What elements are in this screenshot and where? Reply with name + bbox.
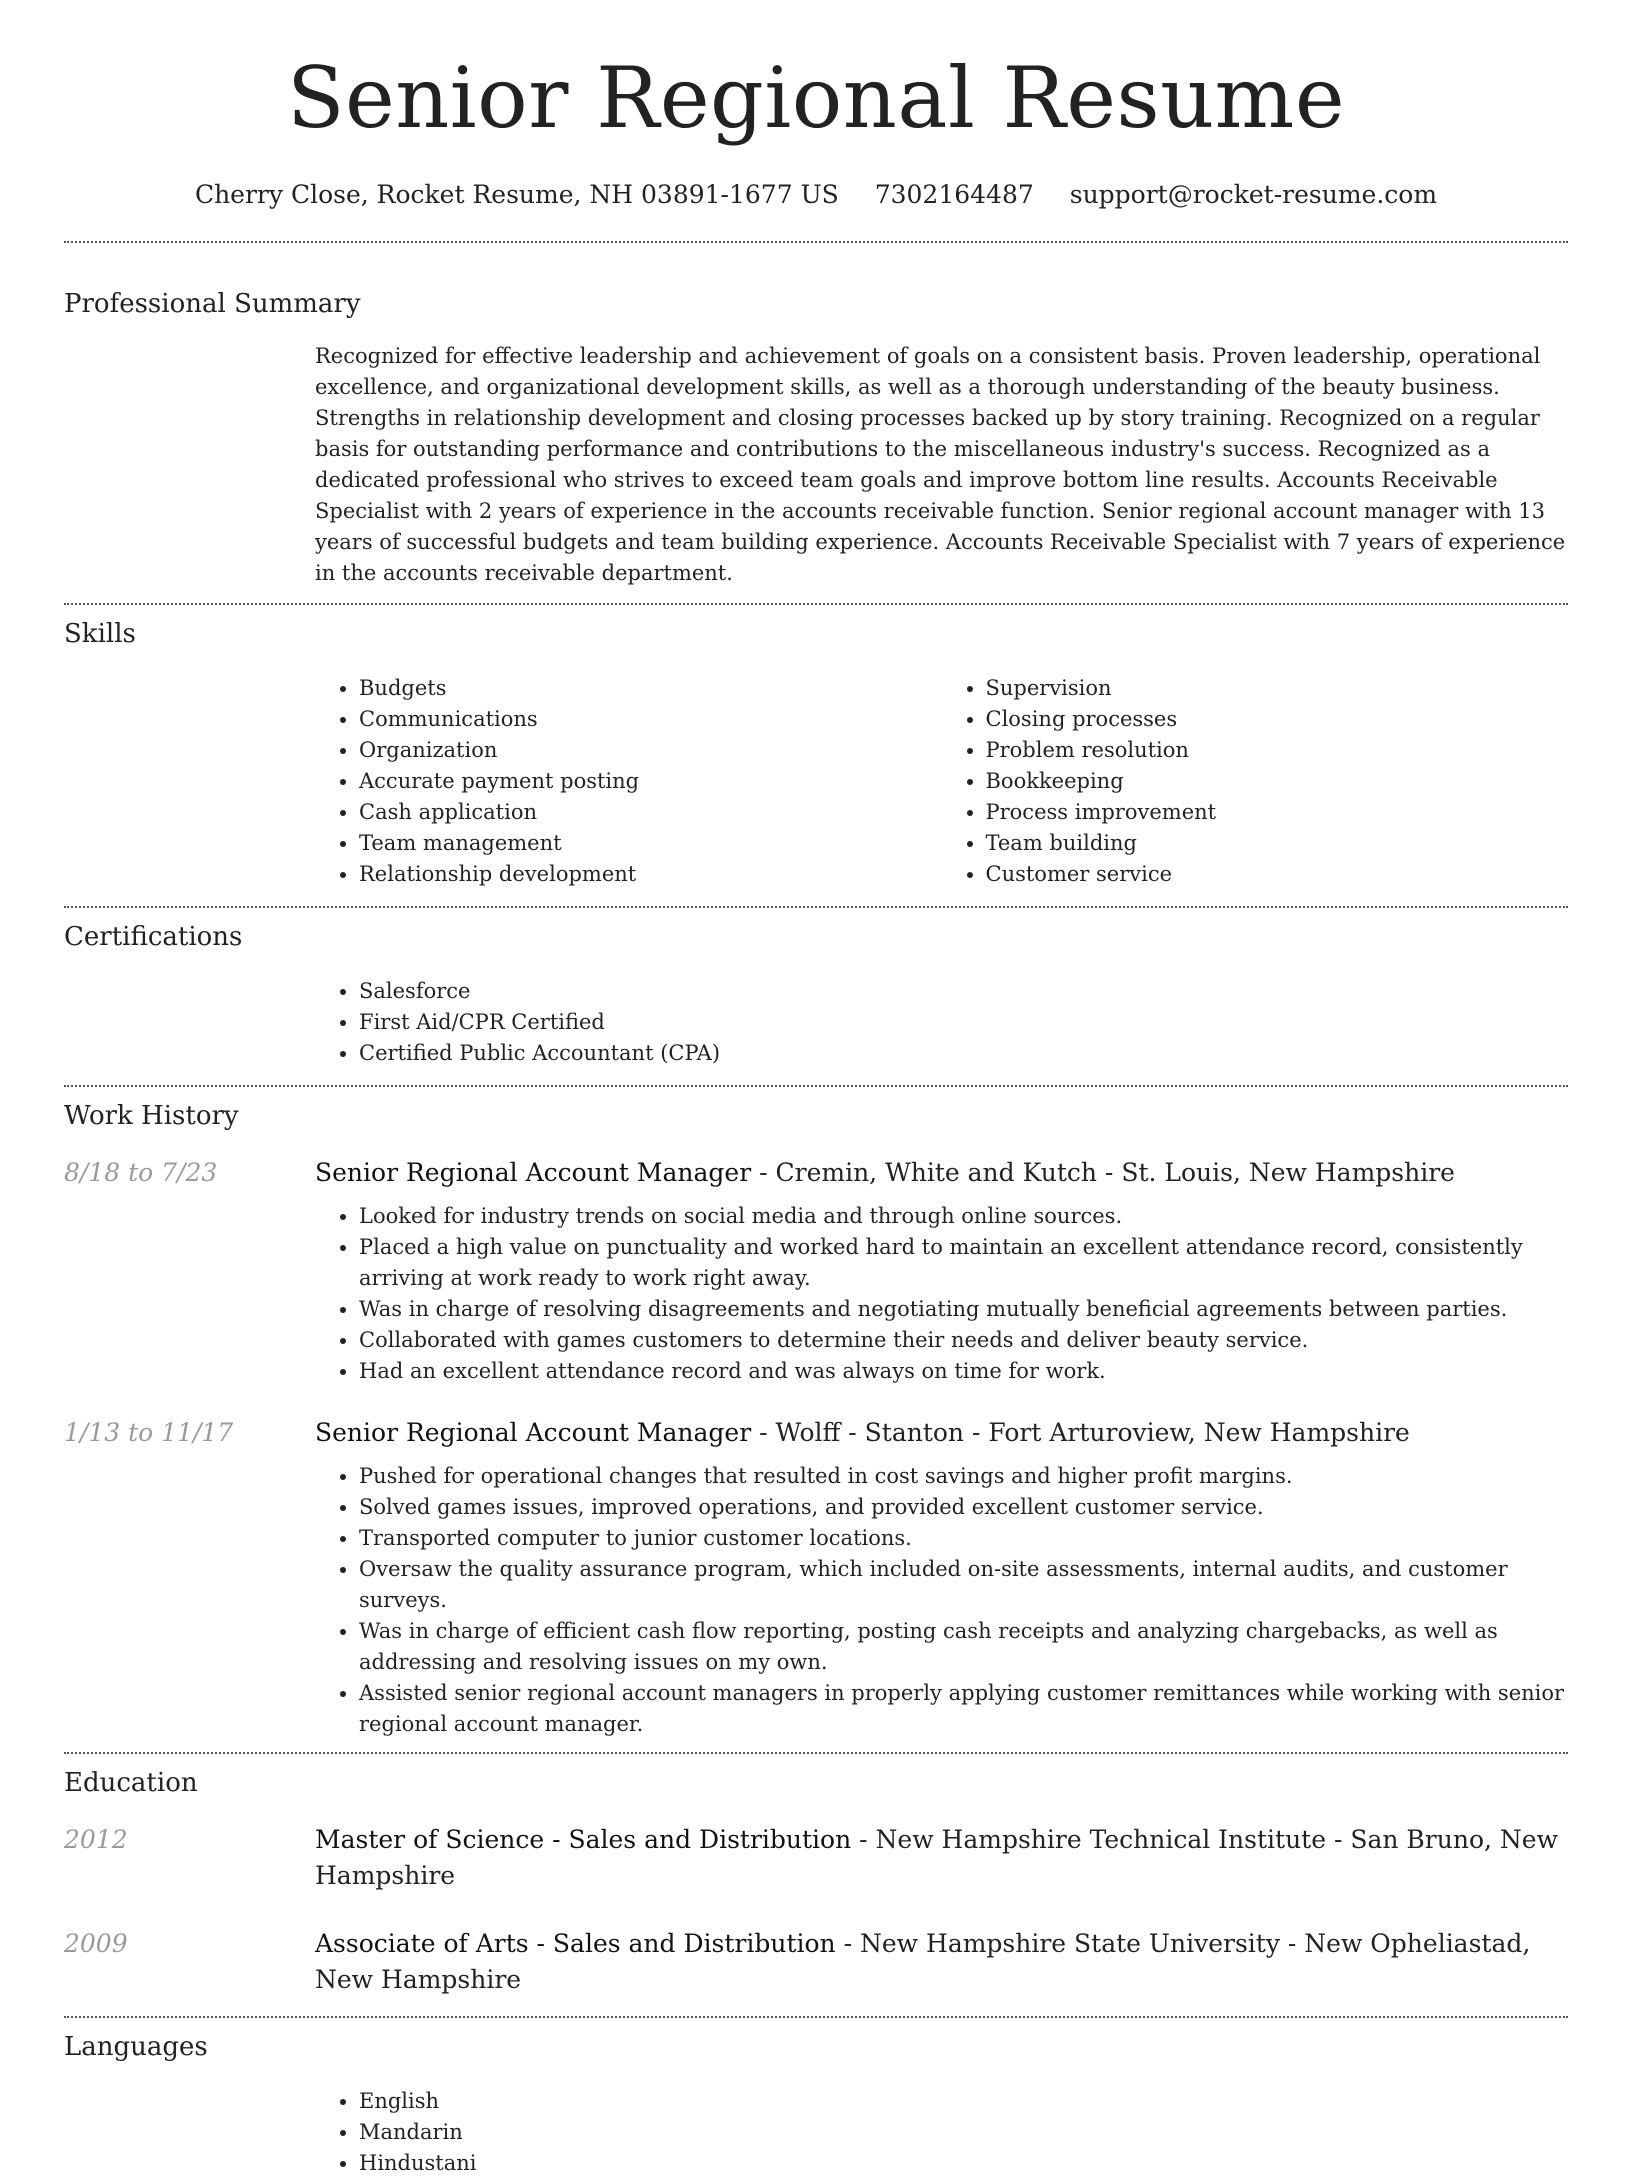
skill-item: • Bookkeeping: [986, 766, 1569, 797]
divider: [64, 2016, 1568, 2018]
certifications-title: Certifications: [64, 922, 243, 952]
divider: [64, 603, 1568, 605]
job-heading: [315, 1155, 1568, 1191]
job-bullet: • Assisted senior regional account managers in properly applying customer remittances while working with senior regional account manager.: [359, 1678, 1568, 1740]
job-title: Senior Regional Account Manager: [315, 1418, 752, 1447]
job-bullet: • Solved games issues, improved operations, and provided excellent customer service.: [359, 1492, 1568, 1523]
job-employer: - Wolff - Stanton - Fort Arturoview, New Hampshire: [751, 1418, 1410, 1447]
language-item: • Mandarin: [359, 2117, 1568, 2148]
resume-name: Senior Regional Resume: [286, 49, 1346, 147]
skill-item: • Team building: [986, 828, 1569, 859]
divider: [64, 1085, 1568, 1087]
job-bullet: • Had an excellent attendance record and was always on time for work.: [359, 1356, 1568, 1387]
skills-title: Skills: [64, 619, 136, 649]
job-bullets: [315, 1201, 1568, 1387]
summary-title: Professional Summary: [64, 289, 361, 319]
languages-section: [0, 2034, 1632, 2179]
skill-item: • Customer service: [986, 859, 1569, 890]
certifications-list: [315, 976, 1568, 1069]
job-employer: - Cremin, White and Kutch - St. Louis, New Hampshire: [751, 1158, 1455, 1187]
skills-list-left: [315, 673, 942, 890]
education-year: 2009: [64, 1929, 128, 1958]
contact-phone: 7302164487: [874, 180, 1034, 209]
job-bullets: [315, 1461, 1568, 1740]
divider: [64, 906, 1568, 908]
certification-item: • Salesforce: [359, 976, 1568, 1007]
skill-item: • Budgets: [359, 673, 942, 704]
languages-title: Languages: [64, 2032, 208, 2062]
job-dates: 1/13 to 11/17: [64, 1418, 234, 1447]
language-item: • English: [359, 2086, 1568, 2117]
job-bullet: • Transported computer to junior customer locations.: [359, 1523, 1568, 1554]
contact-address: Cherry Close, Rocket Resume, NH 03891-1677 US: [194, 180, 839, 209]
skill-item: • Accurate payment posting: [359, 766, 942, 797]
divider: [64, 241, 1568, 243]
skills-list-right: [942, 673, 1569, 890]
job-dates: 8/18 to 7/23: [64, 1158, 218, 1187]
education-entry: [64, 1822, 1568, 1894]
education-entry: [64, 1926, 1568, 1998]
job-bullet: • Pushed for operational changes that resulted in cost savings and higher profit margins.: [359, 1461, 1568, 1492]
job-bullet: • Oversaw the quality assurance program, which included on-site assessments, internal audits, and customer surveys.: [359, 1554, 1568, 1616]
job-bullet: • Was in charge of efficient cash flow reporting, posting cash receipts and analyzing chargebacks, as well as addressing and resolving issues on my own.: [359, 1616, 1568, 1678]
education-title: Education: [64, 1768, 198, 1798]
skill-item: • Cash application: [359, 797, 942, 828]
skill-item: • Team management: [359, 828, 942, 859]
skills-section: [0, 621, 1632, 890]
degree: Associate of Arts - Sales and Distribution: [315, 1929, 836, 1958]
institution: - New Hampshire Technical Institute - San Bruno, New Hampshire: [315, 1825, 1558, 1890]
job-bullet: • Placed a high value on punctuality and worked hard to maintain an excellent attendance record, consistently arriving at work ready to work right away.: [359, 1232, 1568, 1294]
education-heading: [315, 1822, 1568, 1894]
work-title: Work History: [64, 1101, 239, 1131]
skill-item: • Closing processes: [986, 704, 1569, 735]
job-bullet: • Looked for industry trends on social media and through online sources.: [359, 1201, 1568, 1232]
skill-item: • Organization: [359, 735, 942, 766]
job-bullet: • Collaborated with games customers to determine their needs and deliver beauty service.: [359, 1325, 1568, 1356]
job-bullet: • Was in charge of resolving disagreements and negotiating mutually beneficial agreements between parties.: [359, 1294, 1568, 1325]
certification-item: • First Aid/CPR Certified: [359, 1007, 1568, 1038]
education-heading: [315, 1926, 1568, 1998]
job-title: Senior Regional Account Manager: [315, 1158, 752, 1187]
skill-item: • Communications: [359, 704, 942, 735]
institution: - New Hampshire State University - New Opheliastad, New Hampshire: [315, 1929, 1531, 1994]
summary-text: Recognized for effective leadership and achievement of goals on a consistent basis. Proven leadership, operational excellence, and organizational development skills, as well as a thorough understanding of the beauty business. Strengths in relationship development and closing processes backed up by story training. Recognized on a regular basis for outstanding performance and contributions to the miscellaneous industry's success. Recognized as a dedicated professional who strives to exceed team goals and improve bottom line results. Accounts Receivable Specialist with 2 years of experience in the accounts receivable function. Senior regional account manager with 13 years of successful budgets and team building experience. Accounts Receivable Specialist with 7 years of experience in the accounts receivable department.: [315, 344, 1566, 585]
job-entry: [64, 1155, 1568, 1387]
job-entry: [64, 1415, 1568, 1740]
skill-item: • Problem resolution: [986, 735, 1569, 766]
skill-item: • Process improvement: [986, 797, 1569, 828]
certification-item: • Certified Public Accountant (CPA): [359, 1038, 1568, 1069]
education-section: [0, 1770, 1632, 1998]
language-item: • Hindustani: [359, 2148, 1568, 2179]
contact-email: support@rocket-resume.com: [1069, 180, 1438, 209]
divider: [64, 1752, 1568, 1754]
skill-item: • Supervision: [986, 673, 1569, 704]
skill-item: • Relationship development: [359, 859, 942, 890]
languages-list: [315, 2086, 1568, 2179]
education-year: 2012: [64, 1825, 128, 1854]
contact-line: [0, 182, 1632, 207]
work-section: [0, 1103, 1632, 1740]
certifications-section: [0, 924, 1632, 1069]
summary-section: [0, 291, 1632, 589]
degree: Master of Science - Sales and Distribution: [315, 1825, 852, 1854]
job-heading: [315, 1415, 1568, 1451]
